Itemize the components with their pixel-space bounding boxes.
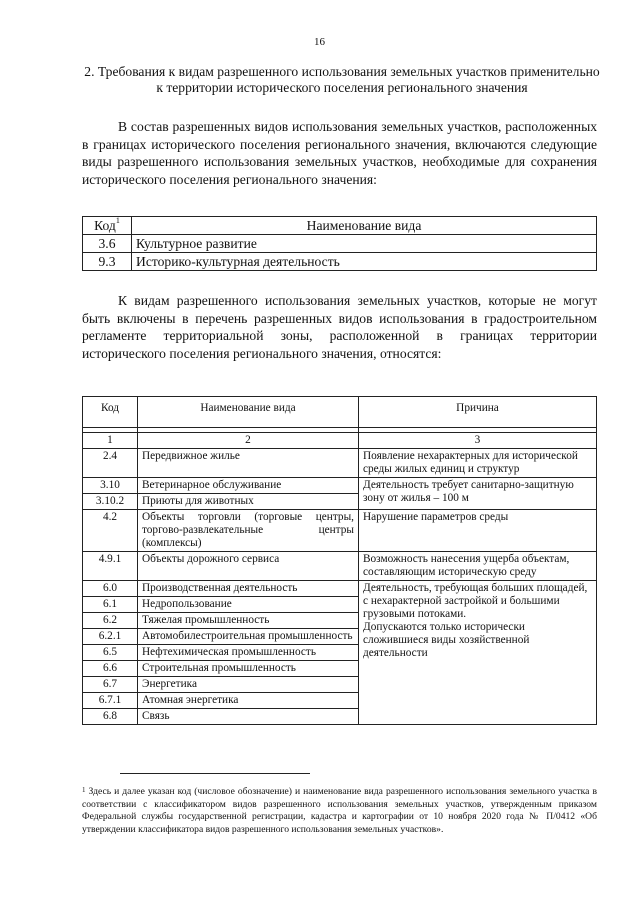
name-cell: Историко-культурная деятельность xyxy=(132,253,597,271)
code-cell: 4.9.1 xyxy=(83,552,138,581)
section-title: 2. Требования к видам разрешенного использования земельных участков применительно к территории исторического поселения регионального значения xyxy=(84,64,600,95)
code-cell: 4.2 xyxy=(83,510,138,552)
table-row xyxy=(83,552,597,581)
name-cell: Атомная энергетика xyxy=(138,693,359,709)
code-cell: 9.3 xyxy=(83,253,132,271)
footnote-marker: 1 xyxy=(82,786,86,794)
code-cell: 6.2.1 xyxy=(83,629,138,645)
name-cell: Ветеринарное обслуживание xyxy=(138,478,359,494)
table-row xyxy=(83,449,597,478)
column-number: 3 xyxy=(359,433,597,449)
code-cell: 6.1 xyxy=(83,597,138,613)
column-number: 2 xyxy=(138,433,359,449)
allowed-uses-table xyxy=(82,216,597,271)
name-cell: Объекты торговли (торговые центры, торгово-развлекательные центры (комплексы) xyxy=(138,510,359,552)
code-header: Код xyxy=(83,397,138,428)
name-header: Наименование вида xyxy=(138,397,359,428)
reason-cell: Деятельность требует санитарно-защитную зону от жилья – 100 м xyxy=(359,478,597,510)
code-cell: 6.8 xyxy=(83,709,138,725)
code-cell: 2.4 xyxy=(83,449,138,478)
column-number: 1 xyxy=(83,433,138,449)
table-row xyxy=(83,478,597,494)
table-header-row xyxy=(83,217,597,235)
footnote-ref: 1 xyxy=(115,216,120,225)
code-cell: 6.6 xyxy=(83,661,138,677)
reason-cell: Появление нехарактерных для исторической среды жилых единиц и структур xyxy=(359,449,597,478)
prohibited-uses-table xyxy=(82,396,597,725)
footnote xyxy=(82,786,597,836)
paragraph-allowed-uses xyxy=(82,118,597,188)
page-number: 16 xyxy=(314,36,325,48)
code-header-label: Код xyxy=(94,218,116,233)
table-header-row xyxy=(83,397,597,428)
footnote-text: Здесь и далее указан код (числовое обозначение) и наименование вида разрешенного использования земельного участка в соответствии с классификатором видов разрешенного использования земельных участков, утвержденным приказом Федеральной службы государственной регистрации, кадастра и картографии от 10 ноября 2020 года № П/0412 «Об утверждении классификатора видов разрешенного использования земельных участков». xyxy=(82,786,597,835)
code-cell: 6.0 xyxy=(83,581,138,597)
reason-cell-industrial xyxy=(359,581,597,725)
name-cell: Автомобилестроительная промышленность xyxy=(138,629,359,645)
table-row xyxy=(83,581,597,597)
name-cell: Энергетика xyxy=(138,677,359,693)
name-cell: Связь xyxy=(138,709,359,725)
name-cell: Культурное развитие xyxy=(132,235,597,253)
code-cell: 6.7.1 xyxy=(83,693,138,709)
name-cell: Тяжелая промышленность xyxy=(138,613,359,629)
name-cell: Недропользование xyxy=(138,597,359,613)
name-cell: Передвижное жилье xyxy=(138,449,359,478)
paragraph-allowed-uses-text: В состав разрешенных видов использования земельных участков, расположенных в границах исторического поселения регионального значения, включаются следующие виды разрешенного использования земельных участков, необходимые для сохранения исторического поселения регионального значения: xyxy=(82,119,597,187)
name-cell: Приюты для животных xyxy=(138,494,359,510)
code-header xyxy=(83,217,132,235)
reason-text: Допускаются только исторически сложившиеся виды хозяйственной деятельности xyxy=(363,621,530,659)
name-cell: Объекты дорожного сервиса xyxy=(138,552,359,581)
code-cell: 6.7 xyxy=(83,677,138,693)
paragraph-prohibited-uses xyxy=(82,292,597,362)
reason-header: Причина xyxy=(359,397,597,428)
reason-text: Деятельность, требующая больших площадей, с нехарактерной застройкой и большими грузовыми потоками. xyxy=(363,582,588,620)
name-header: Наименование вида xyxy=(132,217,597,235)
column-numbers-row xyxy=(83,433,597,449)
code-cell: 3.10 xyxy=(83,478,138,494)
paragraph-prohibited-uses-text: К видам разрешенного использования земельных участков, которые не могут быть включены в перечень разрешенных видов использования в градостроительном регламенте территориальной зоны, расположенной в границах территории исторического поселения регионального значения, относятся: xyxy=(82,293,597,361)
code-cell: 3.6 xyxy=(83,235,132,253)
code-cell: 6.5 xyxy=(83,645,138,661)
table-row xyxy=(83,510,597,552)
reason-cell: Возможность нанесения ущерба объектам, составляющим историческую среду xyxy=(359,552,597,581)
table-row xyxy=(83,235,597,253)
name-cell: Производственная деятельность xyxy=(138,581,359,597)
code-cell: 6.2 xyxy=(83,613,138,629)
table-row xyxy=(83,253,597,271)
name-cell: Нефтехимическая промышленность xyxy=(138,645,359,661)
reason-cell: Нарушение параметров среды xyxy=(359,510,597,552)
footnote-divider xyxy=(120,773,310,774)
code-cell: 3.10.2 xyxy=(83,494,138,510)
name-cell: Строительная промышленность xyxy=(138,661,359,677)
